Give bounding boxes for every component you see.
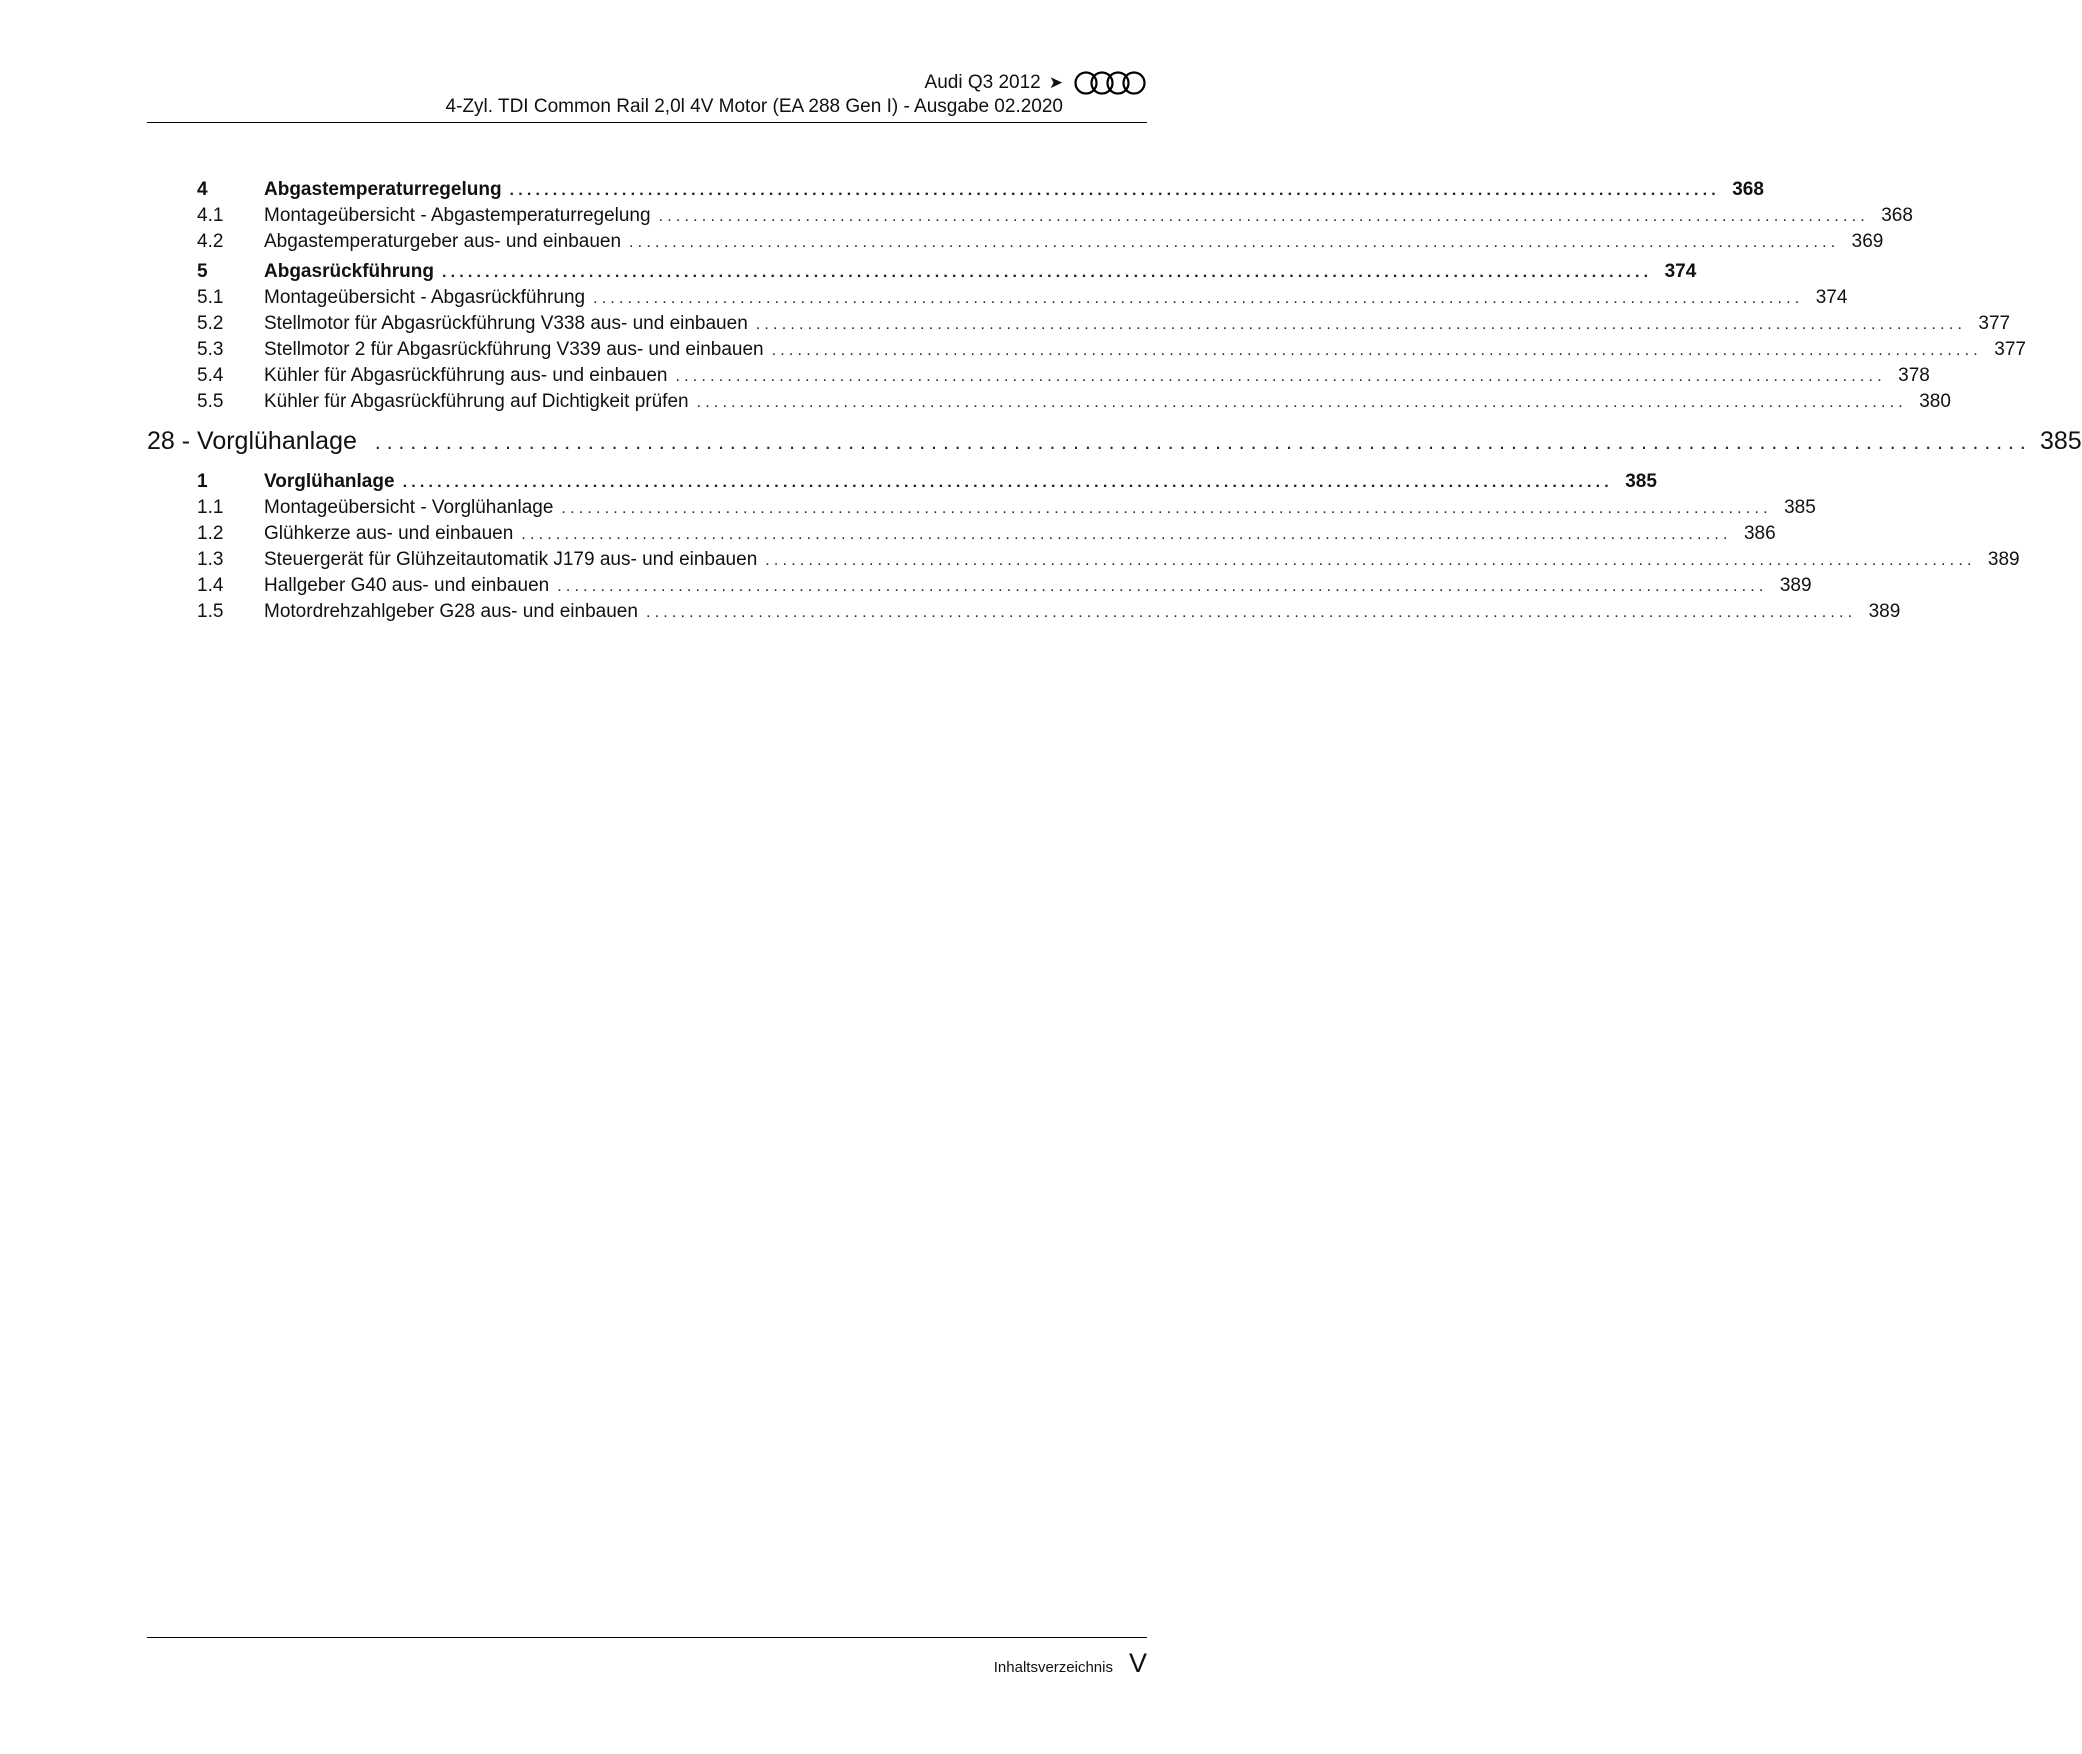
toc-entry-number: 1.5 (197, 601, 224, 622)
toc-entry[interactable] (147, 471, 1657, 497)
toc-entry-page: 377 (1994, 339, 2026, 360)
toc-entry-number: 1.4 (197, 575, 224, 596)
toc-entry[interactable] (147, 231, 1884, 257)
toc-leader-dots: ............................................................................................................................................ (658, 208, 1869, 225)
header-divider (147, 122, 1147, 123)
toc-entry-title: Steuergerät für Glühzeitautomatik J179 aus- und einbauen (264, 549, 758, 570)
toc-entry-number: 5 (197, 261, 208, 282)
toc-entry-number: 1.2 (197, 523, 224, 544)
toc-entry[interactable] (147, 549, 2020, 575)
toc-entry-title: Vorglühanlage (264, 471, 395, 492)
toc-entry-page: 380 (1919, 391, 1951, 412)
toc-entry-number: 4 (197, 179, 208, 200)
toc-leader-dots: ............................................................................................................................................ (509, 182, 1720, 199)
toc-entry-title: Abgastemperaturgeber aus- und einbauen (264, 231, 622, 252)
toc-entry-page: 378 (1898, 365, 1930, 386)
toc-entry-number: 4.2 (197, 231, 224, 252)
toc-entry[interactable] (147, 497, 1816, 523)
toc-entry-number: 1.1 (197, 497, 224, 518)
toc-entry-number: 4.1 (197, 205, 224, 226)
toc-leader-dots: ............................................................................................................................................ (629, 234, 1840, 251)
footer-divider (147, 1637, 1147, 1638)
toc-leader-dots: ............................................................................................................................................ (593, 290, 1804, 307)
toc-entry-title: Abgastemperaturregelung (264, 179, 502, 200)
toc-entry-title: Montageübersicht - Abgasrückführung (264, 287, 586, 308)
table-of-contents (147, 179, 2082, 627)
toc-entry-title: Hallgeber G40 aus- und einbauen (264, 575, 550, 596)
header-subtitle: 4-Zyl. TDI Common Rail 2,0l 4V Motor (EA 288 Gen I) - Ausgabe 02.2020 (445, 96, 1063, 117)
toc-entry-title: Stellmotor 2 für Abgasrückführung V339 aus- und einbauen (264, 339, 764, 360)
toc-leader-dots: ............................................................................................................................................ (557, 578, 1768, 595)
toc-entry-title: Abgasrückführung (264, 261, 434, 282)
toc-entry-page: 385 (2040, 427, 2082, 455)
toc-entry[interactable] (147, 179, 1764, 205)
toc-entry-page: 377 (1978, 313, 2011, 334)
toc-entry-number: 5.3 (197, 339, 224, 360)
toc-entry-number: 1 (197, 471, 208, 492)
toc-entry-number: 5.1 (197, 287, 224, 308)
footer-section-name: Inhaltsverzeichnis (993, 1659, 1113, 1676)
toc-leader-dots: ............................................................................................................................................ (441, 264, 1653, 281)
toc-entry-page: 389 (1987, 549, 2020, 570)
toc-entry-number: 5.2 (197, 313, 224, 334)
toc-entry-title: Motordrehzahlgeber G28 aus- und einbauen (264, 601, 638, 622)
toc-entry[interactable] (147, 365, 1930, 391)
toc-entry-title: Kühler für Abgasrückführung auf Dichtigkeit prüfen (264, 391, 689, 412)
toc-entry-page: 369 (1851, 231, 1884, 252)
toc-entry[interactable] (147, 339, 2026, 365)
toc-entry-page: 374 (1815, 287, 1848, 308)
toc-leader-dots: ............................................................................................................................................ (765, 552, 1976, 569)
toc-entry-page: 368 (1881, 205, 1913, 226)
toc-entry[interactable] (147, 391, 1951, 417)
audi-rings-icon (1073, 70, 1147, 96)
toc-entry[interactable] (147, 601, 1901, 627)
toc-leader-dots: ............................................................................................................................................ (521, 526, 1732, 543)
toc-leader-dots: ............................................................................................................................................ (675, 368, 1886, 385)
toc-leader-dots: ............................................................................................................................................ (645, 604, 1857, 621)
toc-entry-title: Montageübersicht - Abgastemperaturregelung (264, 205, 651, 226)
toc-entry[interactable] (147, 287, 1848, 313)
toc-entry-page: 374 (1664, 261, 1697, 282)
toc-chapter-title: 28 - Vorglühanlage (147, 427, 357, 455)
toc-entry-number: 1.3 (197, 549, 224, 570)
toc-entry-page: 368 (1732, 179, 1764, 200)
toc-entry[interactable] (147, 205, 1913, 231)
header-title: Audi Q3 2012 (924, 72, 1041, 93)
toc-entry[interactable] (147, 523, 1776, 549)
footer-page-number: V (1128, 1648, 1147, 1678)
toc-entry[interactable] (147, 261, 1697, 287)
toc-leader-dots: ............................................................................................................................................ (771, 342, 1982, 359)
toc-leader-dots: ............................................................................................................................................ (755, 316, 1967, 333)
toc-entry-title: Glühkerze aus- und einbauen (264, 523, 514, 544)
toc-entry-page: 389 (1868, 601, 1901, 622)
toc-entry[interactable] (147, 575, 1812, 601)
toc-entry[interactable] (147, 313, 2011, 339)
toc-leader-dots: ............................................................................................................................................ (696, 394, 1907, 411)
toc-entry-page: 389 (1779, 575, 1812, 596)
arrow-right-icon: ➤ (1048, 73, 1063, 92)
toc-entry-title: Montageübersicht - Vorglühanlage (264, 497, 554, 518)
page-footer (994, 1648, 1147, 1679)
toc-entry-page: 385 (1625, 471, 1657, 492)
toc-entry-page: 386 (1743, 523, 1776, 544)
toc-chapter-entry[interactable] (147, 427, 2082, 467)
toc-leader-dots: ............................................................................................................................................ (561, 500, 1772, 517)
header-title-row (925, 70, 1147, 96)
toc-entry-title: Stellmotor für Abgasrückführung V338 aus- und einbauen (264, 313, 748, 334)
toc-entry-page: 385 (1784, 497, 1816, 518)
toc-leader-dots: ............................................................................................................................................ (402, 474, 1613, 491)
toc-entry-number: 5.4 (197, 365, 224, 386)
toc-entry-number: 5.5 (197, 391, 224, 412)
toc-entry-title: Kühler für Abgasrückführung aus- und einbauen (264, 365, 668, 386)
toc-leader-dots: ............................................................................................................................................ (374, 431, 2032, 454)
